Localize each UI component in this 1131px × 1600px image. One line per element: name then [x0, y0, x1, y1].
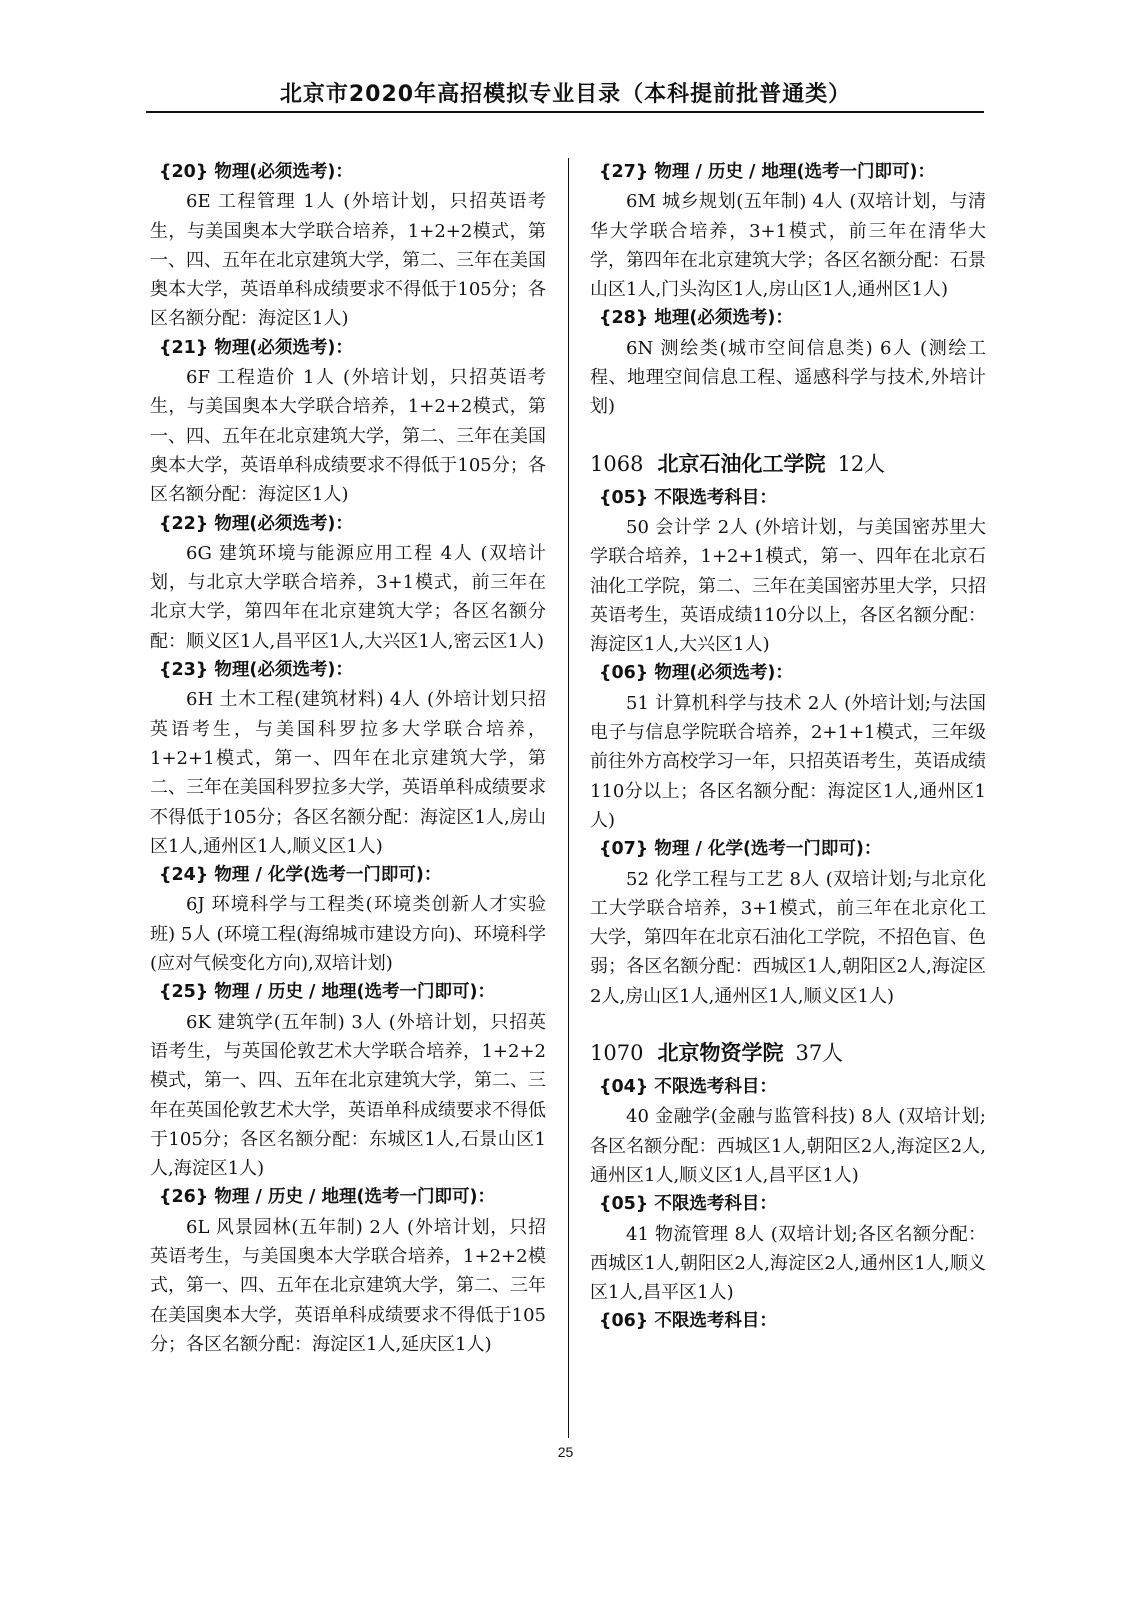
right-column: [590, 158, 986, 1337]
subject-requirement-heading: {05} 不限选考科目：: [599, 487, 777, 508]
institution-heading: [590, 1033, 986, 1073]
institution-code: 1070: [590, 1041, 644, 1066]
subject-requirement-heading: {28} 地理(必须选考)：: [599, 308, 793, 329]
subject-requirement-heading: {06} 不限选考科目：: [599, 1311, 777, 1332]
header-rule: [146, 111, 984, 113]
institution-code: 1068: [590, 451, 644, 476]
program-entry: 41 物流管理 8人 (双培计划;各区名额分配：西城区1人,朝阳区2人,海淀区2人,通州区1人,顺义区1人,昌平区1人): [590, 1223, 986, 1304]
program-entry: 6J 环境科学与工程类(环境类创新人才实验班) 5人 (环境工程(海绵城市建设方向)、环境科学(应对气候变化方向),双培计划): [150, 894, 546, 975]
subject-requirement-heading: {21} 物理(必须选考)：: [159, 337, 353, 358]
program-entry: 52 化学工程与工艺 8人 (双培计划;与北京化工大学联合培养，3+1模式，前三年在北京化工大学，第四年在北京石油化工学院，不招色盲、色弱；各区名额分配：西城区1人,朝阳区2人,海淀区2人,房山区1人,通州区1人,顺义区1人): [590, 868, 986, 1007]
left-column: [150, 158, 546, 1359]
program-entry: 6L 风景园林(五年制) 2人 (外培计划，只招英语考生，与美国奥本大学联合培养，1+2+2模式，第一、四、五年在北京建筑大学，第二、三年在美国奥本大学，英语单科成绩要求不得低于105分；各区名额分配：海淀区1人,延庆区1人): [150, 1216, 546, 1355]
program-entry: 6K 建筑学(五年制) 3人 (外培计划，只招英语考生，与英国伦敦艺术大学联合培养，1+2+2模式，第一、四、五年在北京建筑大学，第二、三年在英国伦敦艺术大学，英语单科成绩要求不得低于105分；各区名额分配：东城区1人,石景山区1人,海淀区1人): [150, 1011, 546, 1180]
institution-count: 12人: [837, 451, 886, 476]
subject-requirement-heading: {26} 物理 / 历史 / 地理(选考一门即可)：: [159, 1187, 496, 1208]
program-entry: 6E 工程管理 1人 (外培计划，只招英语考生，与美国奥本大学联合培养，1+2+2模式，第一、四、五年在北京建筑大学，第二、三年在美国奥本大学，英语单科成绩要求不得低于105分；各区名额分配：海淀区1人): [150, 191, 546, 330]
institution-name: 北京物资学院: [657, 1041, 784, 1066]
column-divider: [568, 158, 569, 1438]
program-entry: 6M 城乡规划(五年制) 4人 (双培计划，与清华大学联合培养，3+1模式，前三年在清华大学，第四年在北京建筑大学；各区名额分配：石景山区1人,门头沟区1人,房山区1人,通州区1人): [590, 191, 986, 301]
page-title: 北京市2020年高招模拟专业目录（本科提前批普通类）: [279, 82, 852, 107]
program-entry: 40 金融学(金融与监管科技) 8人 (双培计划;各区名额分配：西城区1人,朝阳区2人,海淀区2人,通州区1人,顺义区1人,昌平区1人): [590, 1106, 986, 1186]
program-entry: 6N 测绘类(城市空间信息类) 6人 (测绘工程、地理空间信息工程、遥感科学与技术,外培计划): [590, 337, 986, 418]
program-entry: 6H 土木工程(建筑材料) 4人 (外培计划只招英语考生，与美国科罗拉多大学联合培养，1+2+1模式，第一、四年在北京建筑大学，第二、三年在美国科罗拉多大学，英语单科成绩要求不得低于105分；各区名额分配：海淀区1人,房山区1人,通州区1人,顺义区1人): [150, 689, 546, 857]
program-entry: 50 会计学 2人 (外培计划，与美国密苏里大学联合培养，1+2+1模式，第一、四年在北京石油化工学院，第二、三年在美国密苏里大学，只招英语考生，英语成绩110分以上，各区名额分配：海淀区1人,大兴区1人): [590, 516, 986, 656]
subject-requirement-heading: {25} 物理 / 历史 / 地理(选考一门即可)：: [159, 982, 496, 1003]
subject-requirement-heading: {20} 物理(必须选考)：: [159, 162, 353, 182]
institution-heading: [590, 444, 986, 484]
subject-requirement-heading: {06} 物理(必须选考)：: [599, 663, 793, 684]
subject-requirement-heading: {04} 不限选考科目：: [599, 1077, 777, 1098]
institution-name: 北京石油化工学院: [657, 451, 826, 476]
subject-requirement-heading: {27} 物理 / 历史 / 地理(选考一门即可)：: [599, 162, 936, 182]
program-entry: 6F 工程造价 1人 (外培计划，只招英语考生，与美国奥本大学联合培养，1+2+2模式，第一、四、五年在北京建筑大学，第二、三年在美国奥本大学，英语单科成绩要求不得低于105分；各区名额分配：海淀区1人): [150, 367, 546, 506]
subject-requirement-heading: {23} 物理(必须选考)：: [159, 660, 353, 681]
subject-requirement-heading: {05} 不限选考科目：: [599, 1194, 777, 1215]
subject-requirement-heading: {24} 物理 / 化学(选考一门即可)：: [159, 865, 442, 886]
program-entry: 6G 建筑环境与能源应用工程 4人 (双培计划，与北京大学联合培养，3+1模式，前三年在北京大学，第四年在北京建筑大学；各区名额分配：顺义区1人,昌平区1人,大兴区1人,密云区1人): [150, 542, 546, 652]
institution-count: 37人: [795, 1041, 844, 1066]
subject-requirement-heading: {22} 物理(必须选考)：: [159, 513, 353, 534]
page-number: 25: [557, 1444, 574, 1460]
subject-requirement-heading: {07} 物理 / 化学(选考一门即可)：: [599, 839, 882, 860]
program-entry: 51 计算机科学与技术 2人 (外培计划;与法国电子与信息学院联合培养，2+1+1模式，三年级前往外方高校学习一年，只招英语考生，英语成绩110分以上；各区名额分配：海淀区1人,通州区1人): [590, 692, 986, 831]
